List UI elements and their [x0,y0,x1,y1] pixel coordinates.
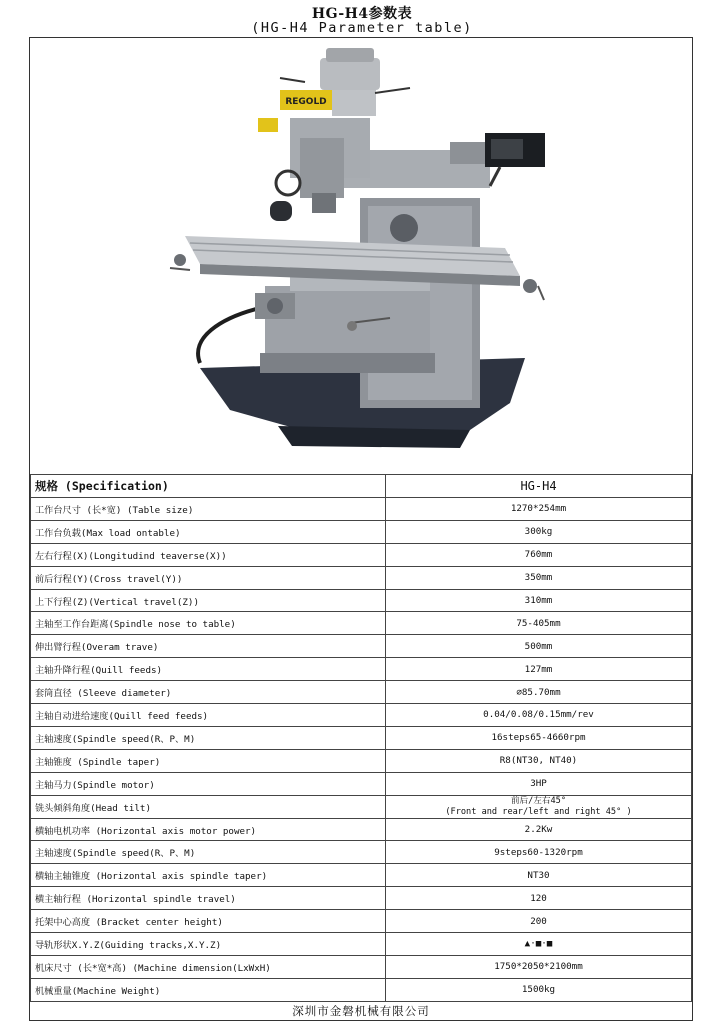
table-row [31,566,692,589]
row-label: 主轴速度(Spindle speed(R、P、M) [31,841,386,864]
table-row [31,681,692,704]
row-value: 350mm [386,566,692,589]
row-label: 左右行程(X)(Longitudind teaverse(X)) [31,543,386,566]
table-row [31,498,692,521]
row-value: ▲·■·■ [386,933,692,956]
table-row [31,772,692,795]
row-label: 导轨形状X.Y.Z(Guiding tracks,X.Y.Z) [31,933,386,956]
table-row [31,612,692,635]
brand-logo: REGOLD [285,97,327,107]
table-row [31,543,692,566]
spec-table [30,474,692,1002]
row-value: R8(NT30, NT40) [386,749,692,772]
row-label: 主轴马力(Spindle motor) [31,772,386,795]
page-subtitle: (HG-H4 Parameter table) [251,20,473,36]
row-value: 310mm [386,589,692,612]
spec-header-model: HG-H4 [386,475,692,498]
company-footer: 深圳市金磐机械有限公司 [292,1004,430,1018]
spec-sheet-frame [29,37,693,1021]
row-label: 机械重量(Machine Weight) [31,978,386,1001]
row-label: 主轴速度(Spindle speed(R、P、M) [31,726,386,749]
table-row [31,933,692,956]
spec-header-label: 规格 (Specification) [31,475,386,498]
table-row [31,726,692,749]
row-label: 主轴升降行程(Quill feeds) [31,658,386,681]
table-row [31,818,692,841]
row-value-line2: (Front and rear/left and right 45° ) [445,806,632,817]
row-value: 0.04/0.08/0.15mm/rev [386,704,692,727]
row-value: 120 [386,887,692,910]
table-row [31,704,692,727]
row-label: 横轴电机功率 (Horizontal axis motor power) [31,818,386,841]
table-row [31,658,692,681]
row-value: 16steps65-4660rpm [386,726,692,749]
row-value [386,795,692,818]
table-row [31,635,692,658]
row-value: ∅85.70mm [386,681,692,704]
row-label: 主轴至工作台距离(Spindle nose to table) [31,612,386,635]
row-value: 3HP [386,772,692,795]
table-row [31,978,692,1001]
row-value: 500mm [386,635,692,658]
row-value-line1: 前后/左右45° [510,795,567,806]
row-label: 主轴自动进给速度(Quill feed feeds) [31,704,386,727]
spec-header-row [31,475,692,498]
row-value: 1270*254mm [386,498,692,521]
row-value: 1500kg [386,978,692,1001]
table-row [31,864,692,887]
table-row [31,955,692,978]
table-row [31,795,692,818]
machine-photo [30,38,692,474]
row-value: 2.2Kw [386,818,692,841]
row-label: 前后行程(Y)(Cross travel(Y)) [31,566,386,589]
row-value: 300kg [386,520,692,543]
row-value: NT30 [386,864,692,887]
row-label: 工作台负载(Max load ontable) [31,520,386,543]
row-label: 上下行程(Z)(Vertical travel(Z)) [31,589,386,612]
row-label: 横主轴行程 (Horizontal spindle travel) [31,887,386,910]
table-row [31,841,692,864]
table-row [31,520,692,543]
row-value: 9steps60-1320rpm [386,841,692,864]
row-label: 工作台尺寸 (长*宽) (Table size) [31,498,386,521]
table-row [31,887,692,910]
row-value: 75-405mm [386,612,692,635]
row-label: 主轴锥度 (Spindle taper) [31,749,386,772]
row-label: 伸出臂行程(Overam trave) [31,635,386,658]
row-label: 横轴主轴锥度 (Horizontal axis spindle taper) [31,864,386,887]
row-label: 铣头倾斜角度(Head tilt) [31,795,386,818]
row-value: 200 [386,910,692,933]
row-label: 托架中心高度 (Bracket center height) [31,910,386,933]
row-label: 机床尺寸 (长*宽*高) (Machine dimension(LxWxH) [31,955,386,978]
row-value: 760mm [386,543,692,566]
row-label: 套筒直径 (Sleeve diameter) [31,681,386,704]
table-row [31,910,692,933]
row-value: 1750*2050*2100mm [386,955,692,978]
page-title: HG-H4参数表 [311,6,413,22]
table-row [31,589,692,612]
row-value: 127mm [386,658,692,681]
table-row [31,749,692,772]
